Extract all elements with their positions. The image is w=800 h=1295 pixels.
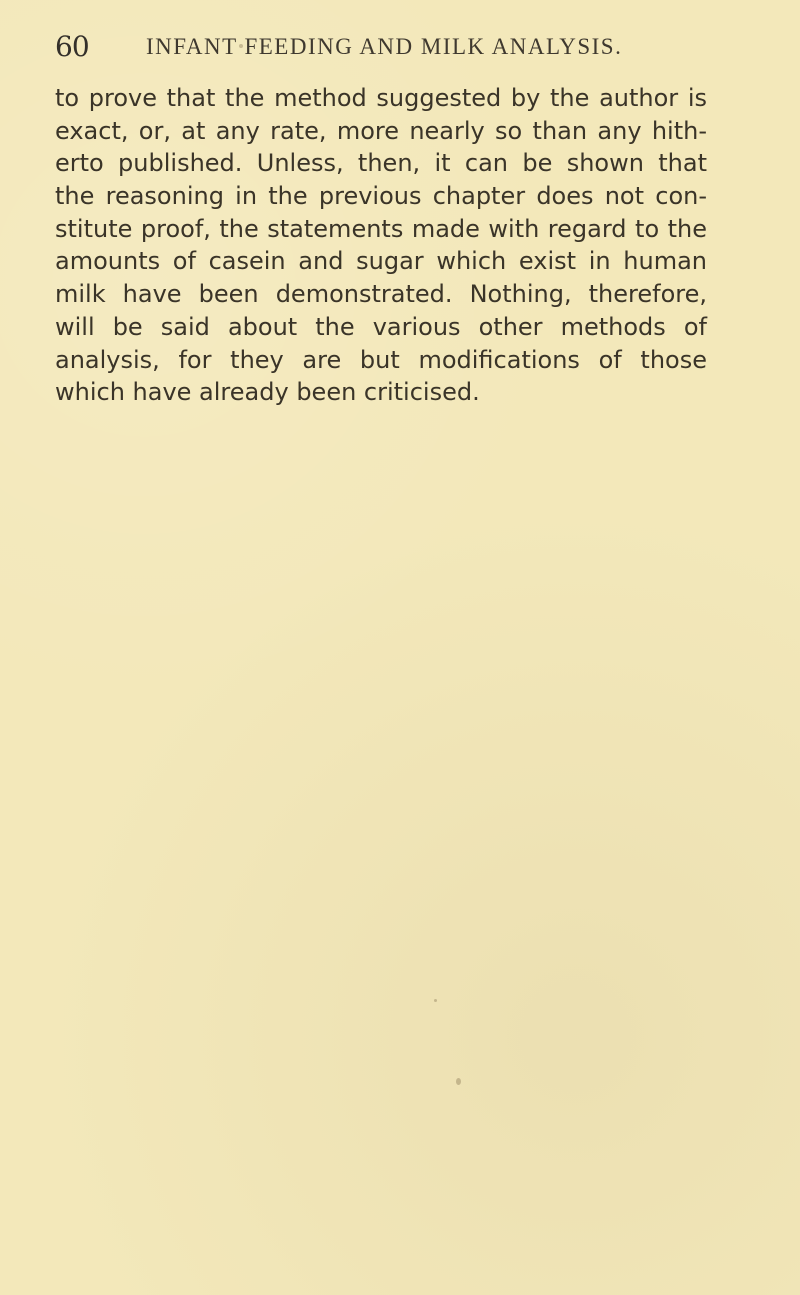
text-line: will be said about the various other methods of <box>55 312 707 341</box>
paper-speck <box>434 999 437 1002</box>
text-line: analysis, for they are but modifications of those <box>55 345 707 374</box>
text-line: amounts of casein and sugar which exist in human <box>55 247 707 276</box>
text-line: exact, or, at any rate, more nearly so than any hith- <box>55 116 707 145</box>
body-paragraph <box>55 82 707 409</box>
text-line: to prove that the method suggested by the author is <box>55 84 707 112</box>
page-number: 60 <box>55 30 89 63</box>
text-line: erto published. Unless, then, it can be shown that <box>55 149 707 178</box>
text-line: milk have been demonstrated. Nothing, therefore, <box>55 280 707 309</box>
page-header <box>55 30 745 62</box>
paper-speck <box>456 1078 461 1085</box>
running-title: INFANT FEEDING AND MILK ANALYSIS. <box>146 34 623 59</box>
paper-speck <box>239 44 243 48</box>
text-line: stitute proof, the statements made with regard to the <box>55 214 707 243</box>
text-line: which have already been criticised. <box>55 378 480 407</box>
text-line: the reasoning in the previous chapter does not con- <box>55 182 707 211</box>
